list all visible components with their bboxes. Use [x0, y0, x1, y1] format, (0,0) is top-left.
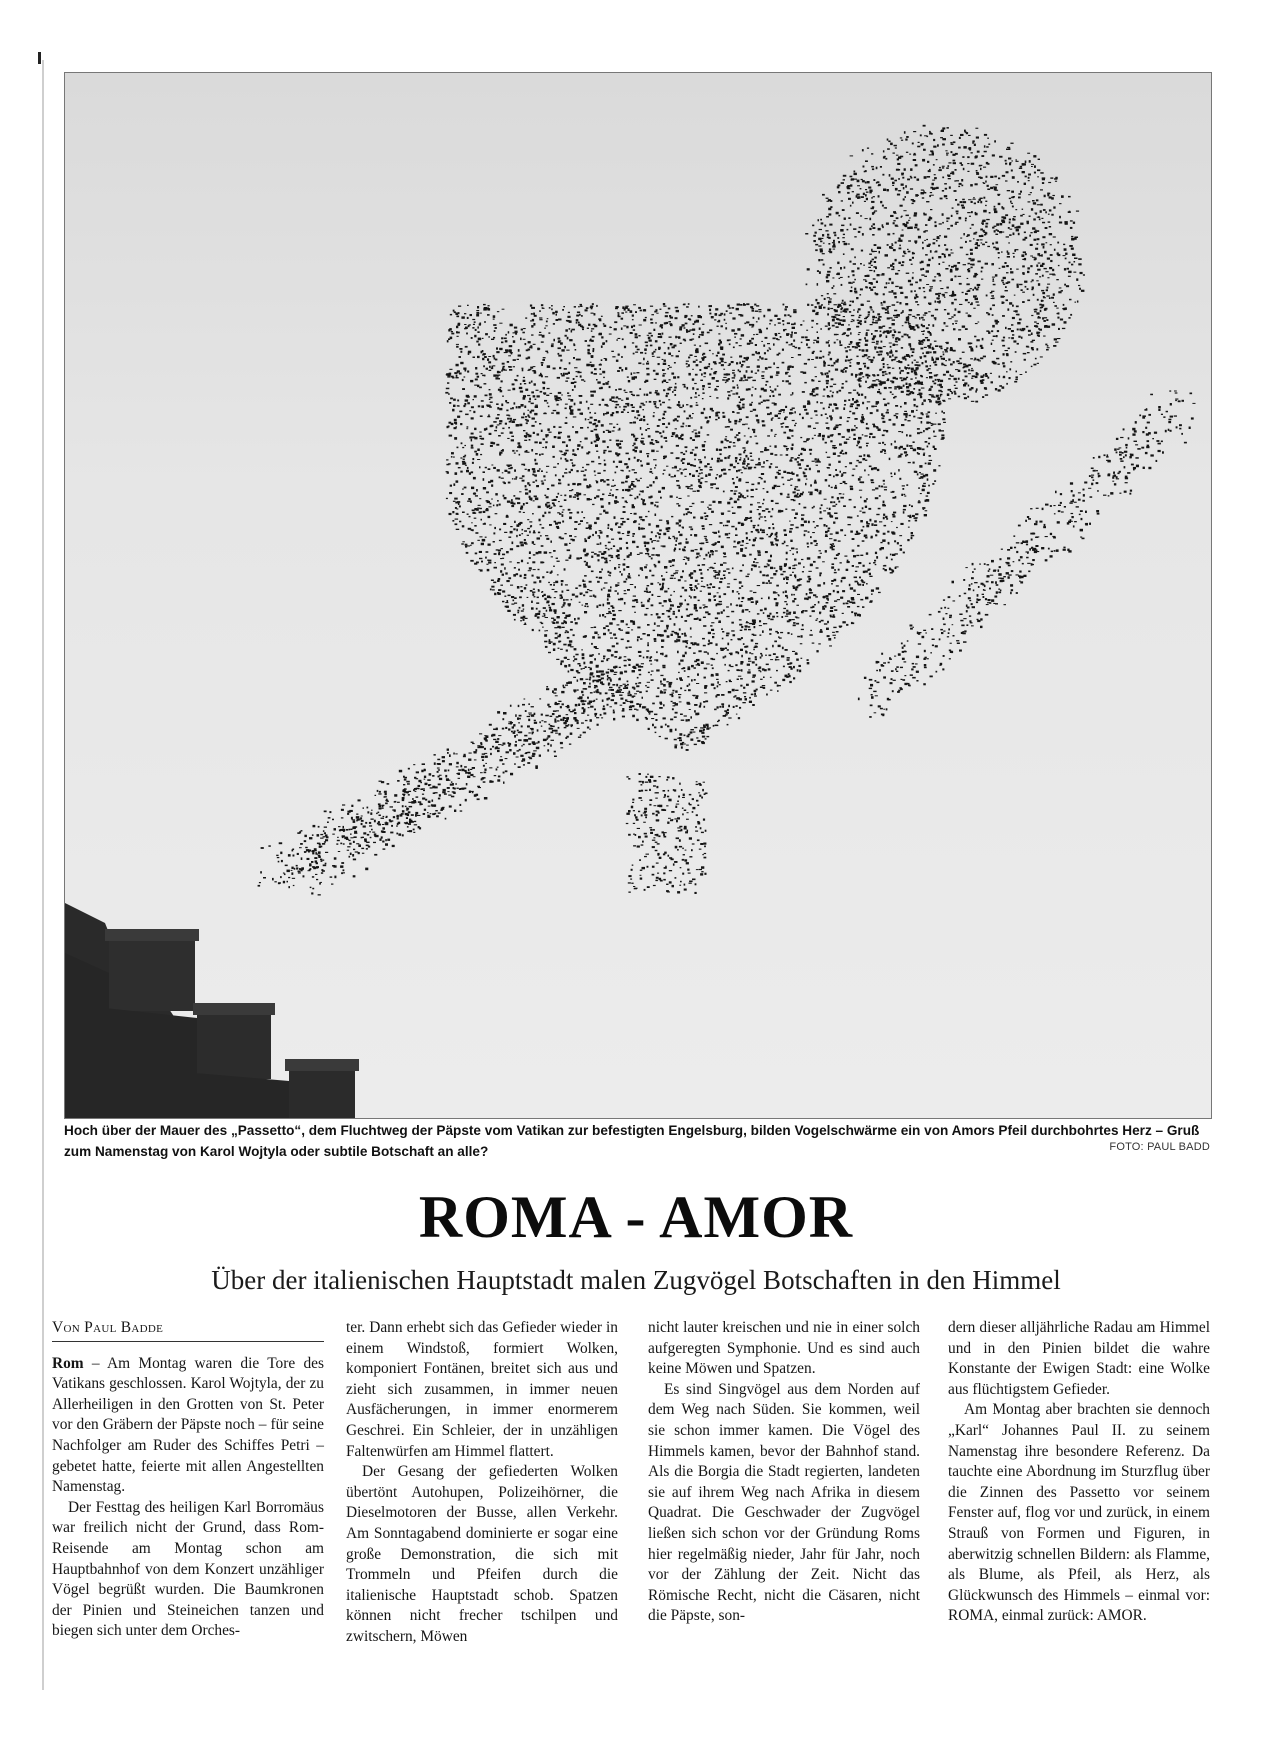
paragraph: Der Festtag des heiligen Karl Borromäus war freilich nicht der Grund, dass Rom-Reisende am Montag schon am Hauptbahnhof von dem Konzert unzähliger Vögel begrüßt wurden. Die Baumkronen der Pinien und Steineichen tanzen und biegen sich unter dem Orches-: [52, 1498, 324, 1640]
byline: Von Paul Badde: [52, 1318, 324, 1342]
page-fold-line: [42, 60, 44, 1690]
article-subheadline: Über der italienischen Hauptstadt malen Zugvögel Botschaften in den Himmel: [211, 1265, 1061, 1295]
bird-swarm: [258, 125, 1196, 896]
article-column-1: [52, 1318, 324, 1642]
paragraph: Am Montag aber brachten sie dennoch „Karl“ Johannes Paul II. zu seinem Namenstag ihre besondere Referenz. Da tauchte eine Abordnung im Sturzflug über die Zinnen des Passetto vor seinem Fenster auf, flog vor und zurück, in einem Strauß von Formen und Figuren, in aberwitzig schnellen Bildern: als Flamme, als Blume, als Pfeil, als Herz, als Glückwunsch des Himmels – einmal vor: ROMA, einmal zurück: AMOR.: [948, 1401, 1210, 1625]
paragraph: ter. Dann erhebt sich das Gefieder wieder in einem Windstoß, formiert Wolken, komponiert Fontänen, breitet sich aus und zieht sich zusammen, in immer neuen Ausfächerungen, in immer enormerem Geschrei. Ein Schleier, der in unzähligen Faltenwürfen am Himmel flattert.: [346, 1319, 618, 1460]
photo-credit: FOTO: PAUL BADD: [1109, 1141, 1210, 1153]
article-column-2: [346, 1318, 618, 1648]
photo-caption: Hoch über der Mauer des „Passetto“, dem Fluchtweg der Päpste vom Vatikan zur befestigten Engelsburg, bilden Vogelschwärme ein von Amors Pfeil durchbohrtes Herz – Gruß zum Namenstag von Karol Wojtyla oder subtile Botschaft an alle?: [64, 1123, 1200, 1159]
article-column-4: [948, 1318, 1210, 1627]
dateline: Rom: [52, 1354, 84, 1372]
passetto-wall: [65, 903, 359, 1118]
article-headline: ROMA - AMOR: [418, 1184, 854, 1250]
page-edge-mark: [38, 52, 41, 64]
news-photo: [64, 72, 1212, 1119]
paragraph: Es sind Singvögel aus dem Norden auf dem Weg nach Süden. Sie kommen, weil sie schon immer kamen. Die Vögel des Himmels kamen, bevor der Bahnhof stand. Als die Borgia die Stadt regierten, landeten sie auf ihrem Weg nach Afrika in diesem Quadrat. Die Geschwader der Zugvögel ließen sich schon vor der Gründung Roms hier regelmäßig nieder, Jahr für Jahr, noch vor der Zählung der Zeit. Nicht das Römische Recht, nicht die Cäsaren, nicht die Päpste, son-: [648, 1380, 920, 1625]
paragraph: nicht lauter kreischen und nie in einer solch aufgeregten Symphonie. Und es sind auch keine Möwen und Spatzen.: [648, 1319, 920, 1378]
paragraph: Der Gesang der gefiederten Wolken übertönt Autohupen, Polizeihörner, die Dieselmotoren der Busse, allen Verkehr. Am Sonntagabend dominierte er sogar eine große Demonstration, die sich mit Trommeln und Pfeifen durch die italienische Hauptstadt schob. Spatzen können nicht frecher tschilpen und zwitschern, Möwen: [346, 1463, 618, 1645]
paragraph: [52, 1354, 324, 1498]
article-column-3: [648, 1318, 920, 1627]
paragraph-text: – Am Montag waren die Tore des Vatikans geschlossen. Karol Wojtyla, der zu Allerheiligen in den Grotten von St. Peter vor den Gräbern der Päpste noch – für seine Nachfolger am Ruder des Schiffes Petri – gebetet hatte, feierte mit allen Angestellten Namenstag.: [52, 1354, 324, 1496]
paragraph: dern dieser alljährliche Radau am Himmel und in den Pinien bildet die wahre Konstante der Ewigen Stadt: eine Wolke aus flüchtigstem Gefieder.: [948, 1319, 1210, 1398]
bird-swarm-heart-image: [65, 73, 1211, 1118]
